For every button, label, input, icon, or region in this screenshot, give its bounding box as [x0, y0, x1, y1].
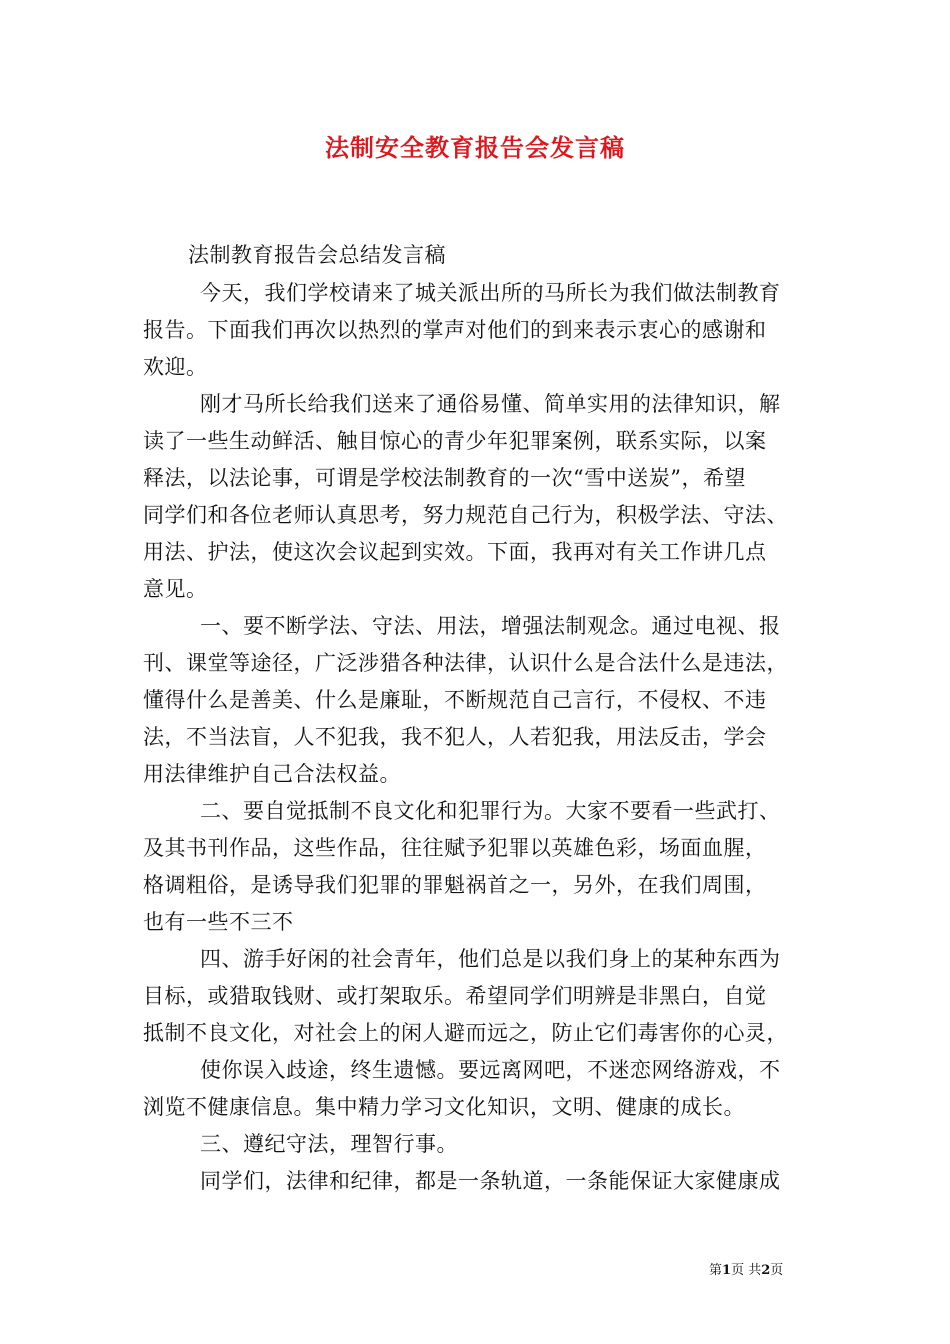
page-number-middle: 页 共	[731, 1263, 762, 1278]
document-title: 法制安全教育报告会发言稿	[325, 133, 625, 162]
paragraph-line: 用法、护法，使这次会议起到实效。下面，我再对有关工作讲几点	[143, 540, 767, 564]
paragraph-line: 释法，以法论事，可谓是学校法制教育的一次“雪中送炭”，希望	[143, 466, 746, 490]
paragraph-line: 目标，或猎取钱财、或打架取乐。希望同学们明辨是非黑白，自觉	[143, 984, 767, 1008]
paragraph-line: 浏览不健康信息。集中精力学习文化知识，文明、健康的成长。	[143, 1095, 745, 1119]
paragraph-line: 格调粗俗，是诱导我们犯罪的罪魁祸首之一，另外，在我们周围，	[143, 873, 767, 897]
page-number-prefix: 第	[709, 1263, 723, 1278]
page-number-suffix: 页	[770, 1263, 784, 1278]
paragraph-line: 及其书刊作品，这些作品，往往赋予犯罪以英雄色彩，场面血腥，	[143, 836, 767, 860]
page-number	[709, 1262, 783, 1280]
paragraph-line: 也有一些不三不	[143, 910, 294, 934]
paragraph-line: 同学们，法律和纪律，都是一条轨道，一条能保证大家健康成	[200, 1169, 781, 1193]
paragraph-line: 使你误入歧途，终生遗憾。要远离网吧，不迷恋网络游戏，不	[200, 1058, 781, 1082]
paragraph-line: 懂得什么是善美、什么是廉耻，不断规范自己言行，不侵权、不违	[143, 688, 767, 712]
paragraph-line: 同学们和各位老师认真思考，努力规范自己行为，积极学法、守法、	[143, 503, 788, 527]
paragraph-line: 报告。下面我们再次以热烈的掌声对他们的到来表示衷心的感谢和	[143, 318, 767, 342]
paragraph-line: 意见。	[143, 577, 208, 601]
current-page: 1	[722, 1263, 732, 1278]
paragraph-line: 一、要不断学法、守法、用法，增强法制观念。通过电视、报	[200, 614, 781, 638]
paragraph-line: 刚才马所长给我们送来了通俗易懂、简单实用的法律知识，解	[200, 392, 781, 416]
paragraph-line: 用法律维护自己合法权益。	[143, 762, 401, 786]
paragraph-line: 二、要自觉抵制不良文化和犯罪行为。大家不要看一些武打、	[200, 799, 781, 823]
paragraph-line: 今天，我们学校请来了城关派出所的马所长为我们做法制教育	[200, 281, 781, 305]
paragraph-line: 读了一些生动鲜活、触目惊心的青少年犯罪案例，联系实际，以案	[143, 429, 767, 453]
total-pages: 2	[761, 1263, 771, 1278]
paragraph-line: 四、游手好闲的社会青年，他们总是以我们身上的某种东西为	[200, 947, 781, 971]
paragraph-line: 法，不当法盲，人不犯我，我不犯人，人若犯我，用法反击，学会	[143, 725, 767, 749]
paragraph-line: 法制教育报告会总结发言稿	[188, 243, 446, 267]
paragraph-line: 抵制不良文化，对社会上的闲人避而远之，防止它们毒害你的心灵，	[143, 1021, 788, 1045]
paragraph-line: 欢迎。	[143, 355, 208, 379]
paragraph-line: 三、遵纪守法，理智行事。	[200, 1132, 458, 1156]
paragraph-line: 刊、课堂等途径，广泛涉猎各种法律，认识什么是合法什么是违法，	[143, 651, 788, 675]
